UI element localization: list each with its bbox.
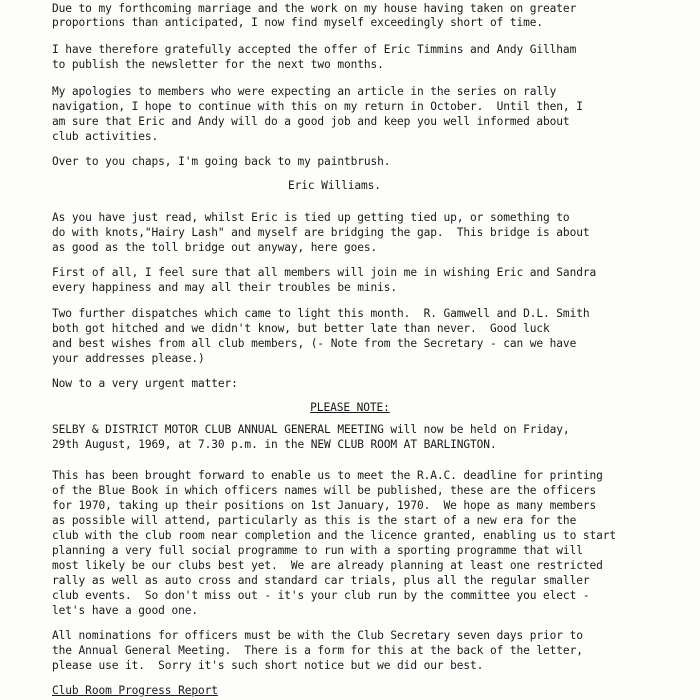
text-line: club activities.	[52, 130, 159, 143]
text-line: as possible will attend, particularly as this is the start of a new era for the	[52, 514, 577, 527]
text-line: navigation, I hope to continue with this on my return in October. Until then, I	[52, 100, 583, 113]
text-line: SELBY & DISTRICT MOTOR CLUB ANNUAL GENERAL MEETING will now be held on Friday,	[52, 423, 570, 436]
text-line: This has been brought forward to enable us to meet the R.A.C. deadline for printing	[52, 469, 603, 482]
text-line: please use it. Sorry it's such short notice but we did our best.	[52, 659, 484, 672]
text-line: of the Blue Book in which officers names will be published, these are the officers	[52, 484, 597, 497]
text-line: as good as the toll bridge out anyway, here goes.	[52, 241, 378, 254]
signature: Eric Williams.	[288, 179, 381, 192]
text-line: to publish the newsletter for the next two months.	[52, 58, 384, 71]
text-line: club events. So don't miss out - it's your club run by the committee you elect -	[52, 589, 590, 602]
text-line: planning a very full social programme to run with a sporting programme that will	[52, 544, 583, 557]
text-line: club with the club room near completion and the licence granted, enabling us to start	[52, 529, 617, 542]
text-line: most likely be our clubs best yet. We are already planning at least one restricted	[52, 559, 603, 572]
text-line: the Annual General Meeting. There is a form for this at the back of the letter,	[52, 644, 583, 657]
text-line: I have therefore gratefully accepted the offer of Eric Timmins and Andy Gillham	[52, 43, 577, 56]
text-line: All nominations for officers must be with the Club Secretary seven days prior to	[52, 629, 583, 642]
text-line: Now to a very urgent matter:	[52, 377, 238, 390]
text-line: Due to my forthcoming marriage and the work on my house having taken on greater	[52, 2, 577, 15]
text-line: both got hitched and we didn't know, but better late than never. Good luck	[52, 322, 550, 335]
text-line: every happiness and may all their troubles be minis.	[52, 281, 398, 294]
text-line: am sure that Eric and Andy will do a good job and keep you well informed about	[52, 115, 570, 128]
text-line: Two further dispatches which came to light this month. R. Gamwell and D.L. Smith	[52, 307, 590, 320]
section-heading: Club Room Progress Report	[52, 684, 218, 697]
notice-heading: PLEASE NOTE:	[310, 401, 390, 414]
text-line: As you have just read, whilst Eric is tied up getting tied up, or something to	[52, 211, 570, 224]
text-line: First of all, I feel sure that all members will join me in wishing Eric and Sandra	[52, 266, 597, 279]
text-line: proportions than anticipated, I now find myself exceedingly short of time.	[52, 16, 544, 29]
text-line: your addresses please.)	[52, 352, 205, 365]
text-line: for 1970, taking up their positions on 1st January, 1970. We hope as many members	[52, 499, 597, 512]
text-line: and best wishes from all club members, (- Note from the Secretary - can we have	[52, 337, 577, 350]
text-line: do with knots,"Hairy Lash" and myself are bridging the gap. This bridge is about	[52, 226, 590, 239]
text-line: rally as well as auto cross and standard car trials, plus all the regular smaller	[52, 574, 590, 587]
text-line: Over to you chaps, I'm going back to my paintbrush.	[52, 155, 391, 168]
text-line: 29th August, 1969, at 7.30 p.m. in the NEW CLUB ROOM AT BARLINGTON.	[52, 438, 497, 451]
text-line: let's have a good one.	[52, 604, 198, 617]
text-line: My apologies to members who were expecting an article in the series on rally	[52, 85, 557, 98]
